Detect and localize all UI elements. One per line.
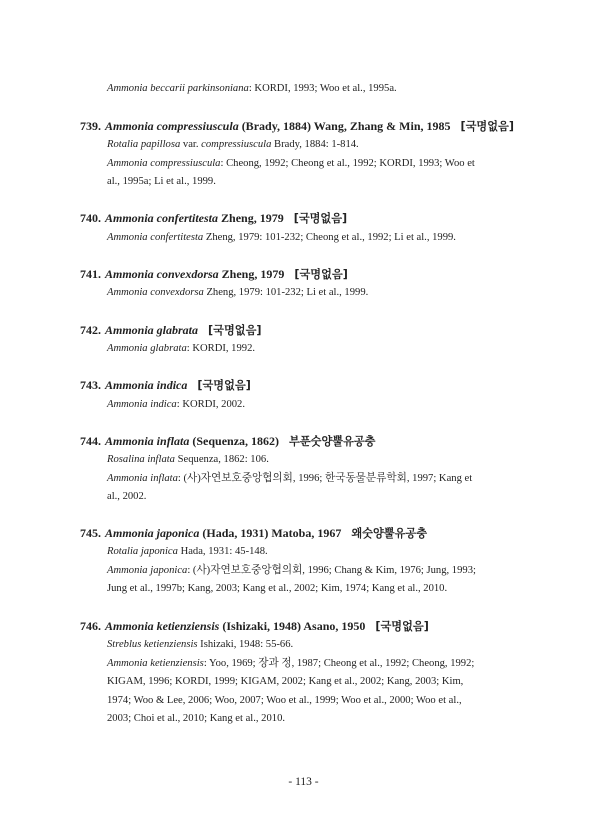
species-name: Ammonia japonica <box>105 526 200 540</box>
citation-text: : (사)자연보호중앙협의회, 1996; 한국동물분류학회, 1997; Kang et <box>177 473 473 484</box>
synonym-line <box>107 582 447 596</box>
synonym-line <box>107 472 472 486</box>
synonym-line <box>107 453 269 467</box>
citation-text: Ishizaki, 1948: 55-66. <box>197 639 294 650</box>
synonym-line <box>107 694 462 708</box>
synonym-line <box>107 157 475 171</box>
citation-text: : KORDI, 1992. <box>186 343 256 354</box>
citation-text: Sequenza, 1862: 106. <box>174 454 269 465</box>
citation-text: KIGAM, 1996; KORDI, 1999; KIGAM, 2002; Kang et al., 2002; Kang, 2003; Kim, <box>107 676 464 687</box>
synonym-line <box>107 286 368 300</box>
synonym-line <box>107 545 268 559</box>
synonym-line <box>107 638 293 652</box>
species-name: Ammonia inflata <box>105 434 190 448</box>
korean-name: [국명없음] <box>293 212 348 225</box>
entry-number: 740. <box>80 211 101 225</box>
synonym-line <box>107 490 146 504</box>
taxon-name: Streblus ketienziensis <box>107 639 198 650</box>
synonym-line <box>107 175 216 189</box>
taxon-name: Ammonia glabrata <box>107 343 187 354</box>
taxon-name: Ammonia japonica <box>107 565 188 576</box>
species-name: Ammonia compressiuscula <box>105 119 239 133</box>
species-author: (Hada, 1931) Matoba, 1967 <box>199 526 342 540</box>
species-author: (Ishizaki, 1948) Asano, 1950 <box>219 619 366 633</box>
species-name: Ammonia indica <box>105 378 188 392</box>
citation-text: : Cheong, 1992; Cheong et al., 1992; KORDI, 1993; Woo et <box>220 158 475 169</box>
synonym-line <box>107 138 359 152</box>
citation-text: Hada, 1931: 45-148. <box>177 546 268 557</box>
citation-text: Zheng, 1979: 101-232; Li et al., 1999. <box>203 287 369 298</box>
entry-number: 746. <box>80 619 101 633</box>
korean-name: 부푼숫양뿔유공충 <box>289 435 376 448</box>
species-name: Ammonia convexdorsa <box>105 267 219 281</box>
entry-heading-746 <box>80 618 429 635</box>
taxon-name: Ammonia ketienziensis <box>107 658 204 669</box>
entry-heading-741 <box>80 266 348 283</box>
taxon-name: Rotalia japonica <box>107 546 178 557</box>
citation-text: : KORDI, 2002. <box>176 399 246 410</box>
citation-text: 1974; Woo & Lee, 2006; Woo, 2007; Woo et al., 1999; Woo et al., 2000; Woo et al., <box>107 695 462 706</box>
korean-name: [국명없음] <box>208 324 262 337</box>
page-number: - 113 - <box>288 776 319 788</box>
taxon-name: Ammonia beccarii parkinsoniana <box>107 83 249 94</box>
species-name: Ammonia ketienziensis <box>105 619 220 633</box>
citation-text: var. <box>180 139 202 150</box>
species-author: (Brady, 1884) Wang, Zhang & Min, 1985 <box>238 119 451 133</box>
species-author: Zheng, 1979 <box>218 267 285 281</box>
taxon-name: compressiuscula <box>201 139 272 150</box>
taxon-name: Ammonia convexdorsa <box>107 287 204 298</box>
synonym-line <box>107 231 456 245</box>
citation-text: : KORDI, 1993; Woo et al., 1995a. <box>248 83 397 94</box>
entry-number: 745. <box>80 526 101 540</box>
entry-number: 741. <box>80 267 101 281</box>
entry-number: 743. <box>80 378 101 392</box>
korean-name: [국명없음] <box>460 120 514 133</box>
citation-text: al., 1995a; Li et al., 1999. <box>107 176 216 187</box>
korean-name: [국명없음] <box>294 268 348 281</box>
entry-heading-740 <box>80 210 347 227</box>
species-name: Ammonia glabrata <box>105 323 199 337</box>
entry-heading-744 <box>80 433 376 450</box>
taxon-name: Ammonia compressiuscula <box>107 158 221 169</box>
synonym-line <box>107 657 474 671</box>
species-author: Zheng, 1979 <box>218 211 284 225</box>
entry-number: 739. <box>80 119 101 133</box>
citation-text: Brady, 1884: 1-814. <box>271 139 359 150</box>
entry-heading-745 <box>80 525 427 542</box>
taxon-name: Ammonia inflata <box>107 473 178 484</box>
intro-synonym-line <box>107 82 397 96</box>
citation-text: al., 2002. <box>107 491 147 502</box>
korean-name: [국명없음] <box>197 379 251 392</box>
entry-heading-739 <box>80 118 514 135</box>
citation-text: 2003; Choi et al., 2010; Kang et al., 2010. <box>107 713 286 724</box>
citation-text: Zheng, 1979: 101-232; Cheong et al., 1992; Li et al., 1999. <box>203 232 456 243</box>
synonym-line <box>107 398 245 412</box>
synonym-line <box>107 712 285 726</box>
citation-text: : (사)자연보호중앙협의회, 1996; Chang & Kim, 1976; Jung, 1993; <box>187 565 476 576</box>
synonym-line <box>107 564 476 578</box>
entry-heading-742 <box>80 322 262 339</box>
taxon-name: Rosalina inflata <box>107 454 175 465</box>
taxon-name: Ammonia indica <box>107 399 177 410</box>
taxon-name: Rotalia papillosa <box>107 139 181 150</box>
species-name: Ammonia confertitesta <box>105 211 219 225</box>
taxon-name: Ammonia confertitesta <box>107 232 204 243</box>
species-author: (Sequenza, 1862) <box>189 434 280 448</box>
entry-heading-743 <box>80 377 251 394</box>
synonym-line <box>107 675 463 689</box>
entry-number: 744. <box>80 434 101 448</box>
synonym-line <box>107 342 255 356</box>
citation-text: : Yoo, 1969; 장과 정, 1987; Cheong et al., 1992; Cheong, 1992; <box>203 658 475 669</box>
korean-name: 왜숫양뿔유공충 <box>351 527 428 540</box>
entry-number: 742. <box>80 323 101 337</box>
citation-text: Jung et al., 1997b; Kang, 2003; Kang et al., 2002; Kim, 1974; Kang et al., 2010. <box>107 583 448 594</box>
korean-name: [국명없음] <box>375 620 429 633</box>
